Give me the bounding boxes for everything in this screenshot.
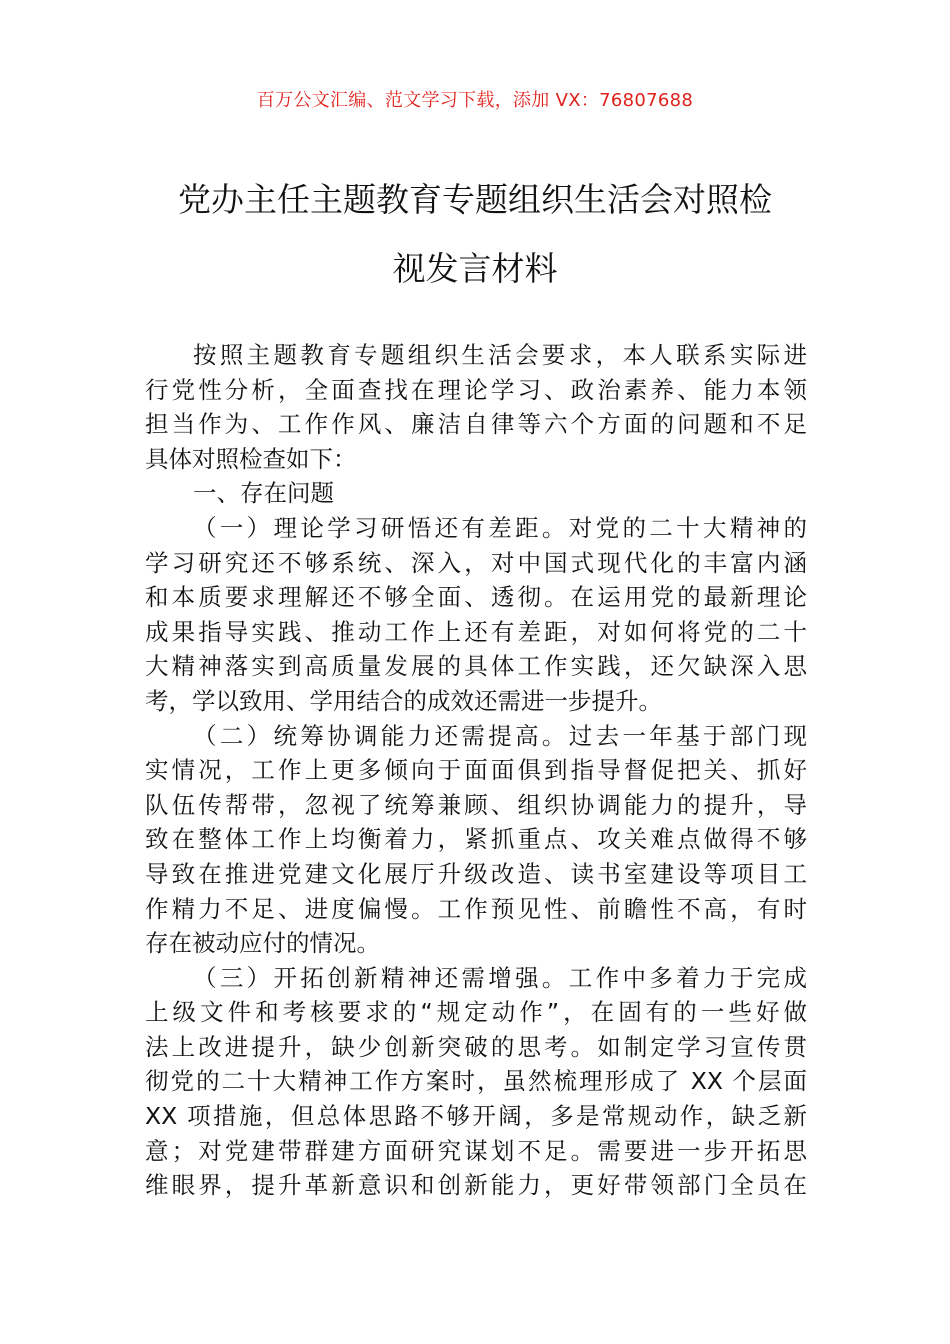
body-line: 学习研究还不够系统、深入，对中国式现代化的丰富内涵 [145,548,807,577]
body-line: （三）开拓创新精神还需增强。工作中多着力于完成 [193,963,807,992]
body-line: 成果指导实践、推动工作上还有差距，对如何将党的二十 [145,617,807,646]
body-line: 大精神落实到高质量发展的具体工作实践，还欠缺深入思 [145,652,807,681]
body-line: 具体对照检查如下： [145,444,357,473]
body-line: 法上改进提升，缺少创新突破的思考。如制定学习宣传贯 [145,1032,807,1061]
body-line: 意；对党建带群建方面研究谋划不足。需要进一步开拓思 [145,1136,807,1165]
body-line: 和本质要求理解还不够全面、透彻。在运用党的最新理论 [145,583,807,612]
body-line: XX 项措施，但总体思路不够开阔，多是常规动作，缺乏新 [145,1102,807,1131]
header-note: 百万公文汇编、范文学习下载，添加 VX：76807688 [256,90,694,111]
body-line: 致在整体工作上均衡着力，紧抓重点、攻关难点做得不够 [145,825,807,854]
body-line: （二）统筹协调能力还需提高。过去一年基于部门现 [193,721,807,750]
body-line: 存在被动应付的情况。 [145,929,380,958]
body-line: 维眼界，提升革新意识和创新能力，更好带领部门全员在 [145,1171,807,1200]
body-line: 作精力不足、进度偏慢。工作预见性、前瞻性不高，有时 [145,894,807,923]
document-title-line-2: 视发言材料 [392,249,558,288]
section-heading: 一、存在问题 [193,479,334,508]
document-title-line-1: 党办主任主题教育专题组织生活会对照检 [178,180,772,219]
body-line: 实情况，工作上更多倾向于面面俱到指导督促把关、抓好 [145,756,807,785]
document-body [145,338,807,1203]
body-line: 导致在推进党建文化展厅升级改造、读书室建设等项目工 [145,859,807,888]
body-line: 彻党的二十大精神工作方案时，虽然梳理形成了 XX 个层面 [145,1067,807,1096]
body-line: （一）理论学习研悟还有差距。对党的二十大精神的 [193,513,807,542]
body-line: 行党性分析，全面查找在理论学习、政治素养、能力本领 [145,375,807,404]
body-line: 考，学以致用、学用结合的成效还需进一步提升。 [145,686,662,715]
body-line: 队伍传帮带，忽视了统筹兼顾、组织协调能力的提升，导 [145,790,807,819]
body-line: 按照主题教育专题组织生活会要求，本人联系实际进 [193,341,807,369]
body-line: 担当作为、工作作风、廉洁自律等六个方面的问题和不足 [145,410,807,439]
body-line: 上级文件和考核要求的“规定动作”，在固有的一些好做 [145,998,807,1027]
